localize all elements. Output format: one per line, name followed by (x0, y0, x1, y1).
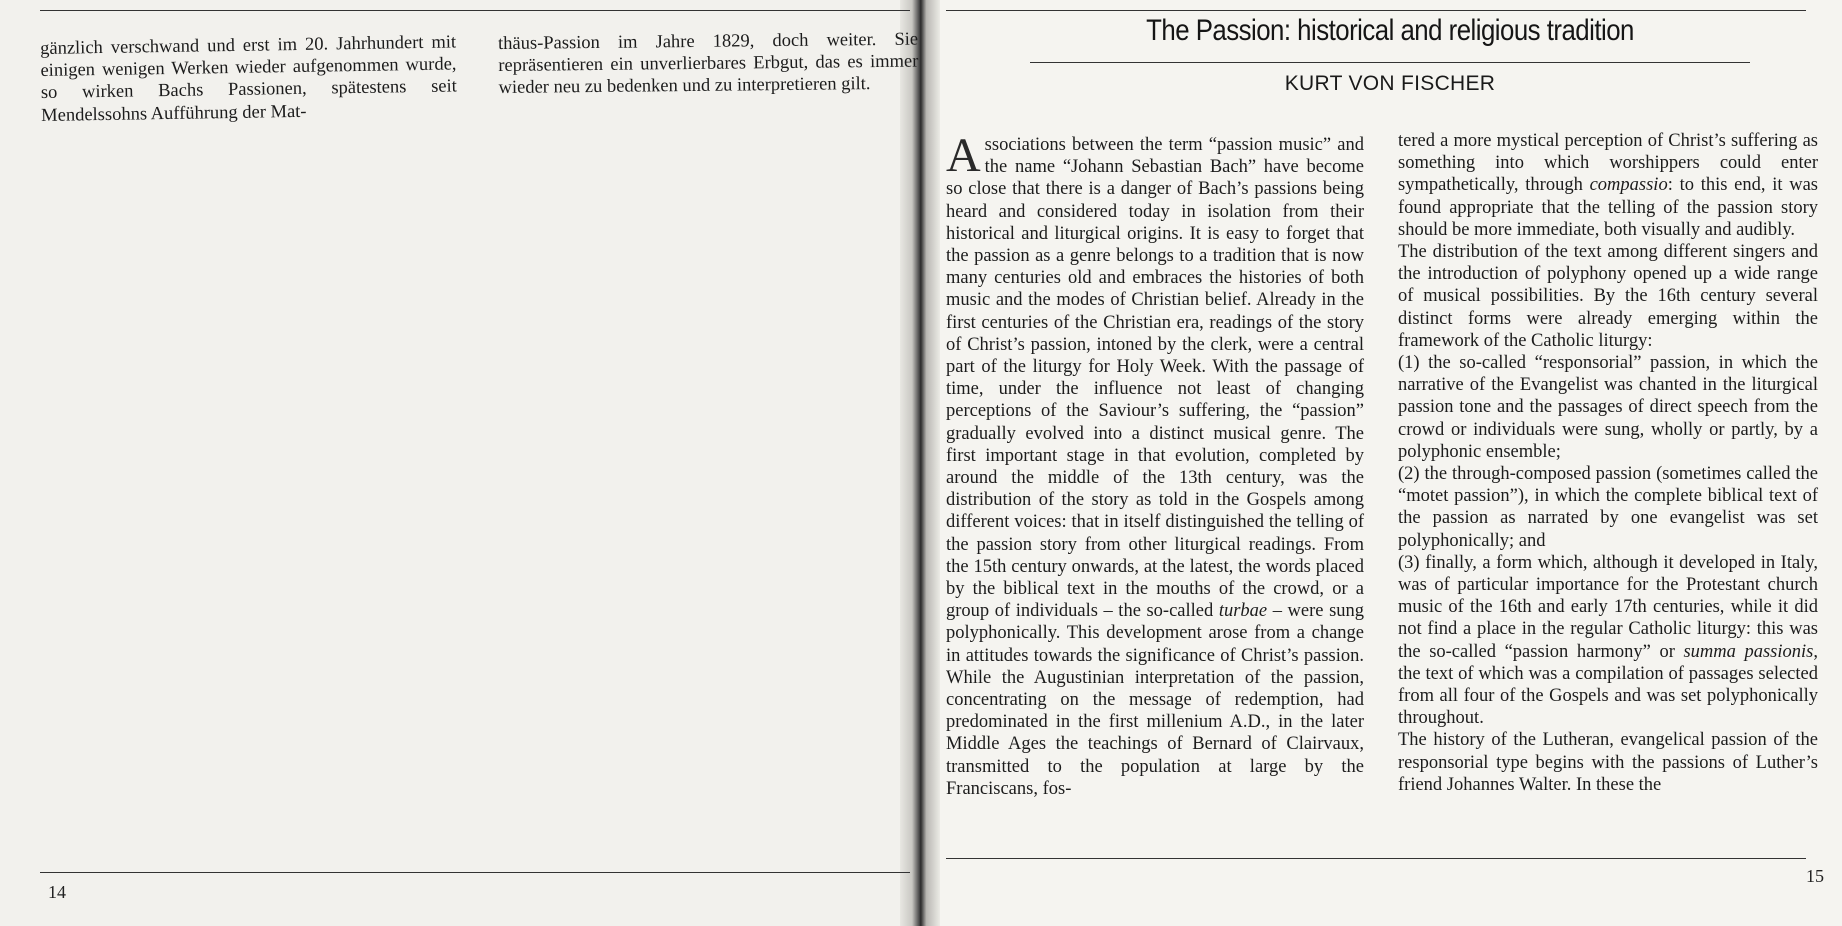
right-col2-p5-b: , the text of which was a compilation of passages selected from all four of the Gospels and was set polyphonically throughout. (1398, 641, 1818, 729)
right-col2-p5-a: (3) finally, a form which, although it developed in Italy, was of particular importance for the Protestant church music of the 16th and early 17th centuries, while it did not find a place in the regular Catholic liturgy: this was the so-called “passion harmony” or (1398, 552, 1818, 662)
right-col1-text: ssociations between the term “passion music” and the name “Johann Sebastian Bach” have become so close that there is a danger of Bach’s passions being heard and considered today in isolation from their historical and liturgical origins. It is easy to forget that the passion as a genre belongs to a tradition that is now many centuries old and embraces the histories of both music and the modes of Christian belief. Already in the first centuries of the Christian era, readings of the story of Christ’s passion, intoned by the clerk, were a central part of the liturgy for Holy Week. With the passage of time, under the influence not least of changing perceptions of the Saviour’s suffering, the “passion” gradually evolved into a distinct musical genre. The first important stage in that evolution, completed by around the middle of the 13th century, was the distribution of the story as told in the Gospels among different voices: that in itself distinguished the telling of the passion story from other liturgical readings. From the 15th century onwards, at the latest, the words placed by the biblical text in the mouths of the crowd, or a group of individuals – the so-called (946, 135, 1364, 622)
drop-cap: A (946, 129, 981, 182)
right-col1-paragraph (946, 129, 1365, 800)
page-number-left: 14 (48, 882, 66, 902)
right-col2-p3: (1) the so-called “responsorial” passion, in which the narrative of the Evangelist was chanted in the liturgical passion tone and the passages of direct speech from the crowd or individuals were sung, wholly or partly, by a polyphonic ensemble; (1398, 353, 1818, 462)
title-rule (1030, 62, 1750, 63)
page-number-right: 15 (1806, 866, 1824, 886)
right-col2-p6: The history of the Lutheran, evangelical passion of the responsorial type begins with the passions of Luther’s friend Johannes Walter. In these the (1398, 730, 1818, 795)
left-col2-text: thäus-Passion im Jahre 1829, doch weiter. Sie repräsentieren ein unverlierbares Erbgut, das es immer wieder neu zu bedenken und zu interpretieren gilt. (498, 29, 919, 99)
right-col2-p2: The distribution of the text among different singers and the introduction of polyphony opened up a wide range of musical possibilities. By the 16th century several distinct forms were already emerging within the framework of the Catholic liturgy: (1398, 242, 1818, 351)
left-col1-text: gänzlich verschwand und erst im 20. Jahrhundert mit einigen wenigen Werken wieder aufgenommen wurde, so wirken Bachs Passionen, spätestens seit Mendelssohns Aufführung der Mat- (40, 32, 457, 126)
book-gutter (900, 0, 940, 926)
article-title: The Passion: historical and religious tradition (1146, 14, 1634, 47)
left-top-rule (40, 10, 910, 11)
right-column-2 (1398, 130, 1818, 796)
right-col2-p5 (1398, 552, 1818, 730)
term-compassio: compassio (1589, 175, 1668, 196)
right-col2-p1-b: : to this end, it was found appropriate that the telling of the passion story should be more immediate, both visually and audibly. (1398, 175, 1818, 240)
right-col2-p1 (1398, 130, 1818, 241)
term-turbae: turbae (1218, 601, 1268, 622)
right-col2-p1-a: tered a more mystical perception of Christ’s suffering as something into which worshippers could enter sympathetically, through (1398, 131, 1818, 196)
right-bottom-rule (946, 858, 1806, 859)
left-column-2 (498, 29, 919, 100)
right-column-1 (946, 129, 1365, 800)
left-page (0, 0, 918, 926)
article-author: KURT VON FISCHER (1284, 72, 1496, 95)
right-col2-p4: (2) the through-composed passion (sometimes called the “motet passion”), in which the complete biblical text of the passion as narrated by one evangelist was set polyphonically; and (1398, 464, 1818, 551)
left-column-1 (40, 31, 457, 126)
term-summa-passionis: summa passionis (1683, 641, 1814, 662)
right-col1-text-end: – were sung polyphonically. This development arose from a change in attitudes towards the significance of Christ’s passion. While the Augustinian interpretation of the passion, concentrating on the message of redemption, had predominated in the first millenium A.D., in the later Middle Ages the teachings of Bernard of Clairvaux, transmitted to the population at large by the Franciscans, fos- (946, 601, 1365, 799)
right-top-rule (946, 10, 1806, 11)
left-bottom-rule (40, 872, 910, 873)
